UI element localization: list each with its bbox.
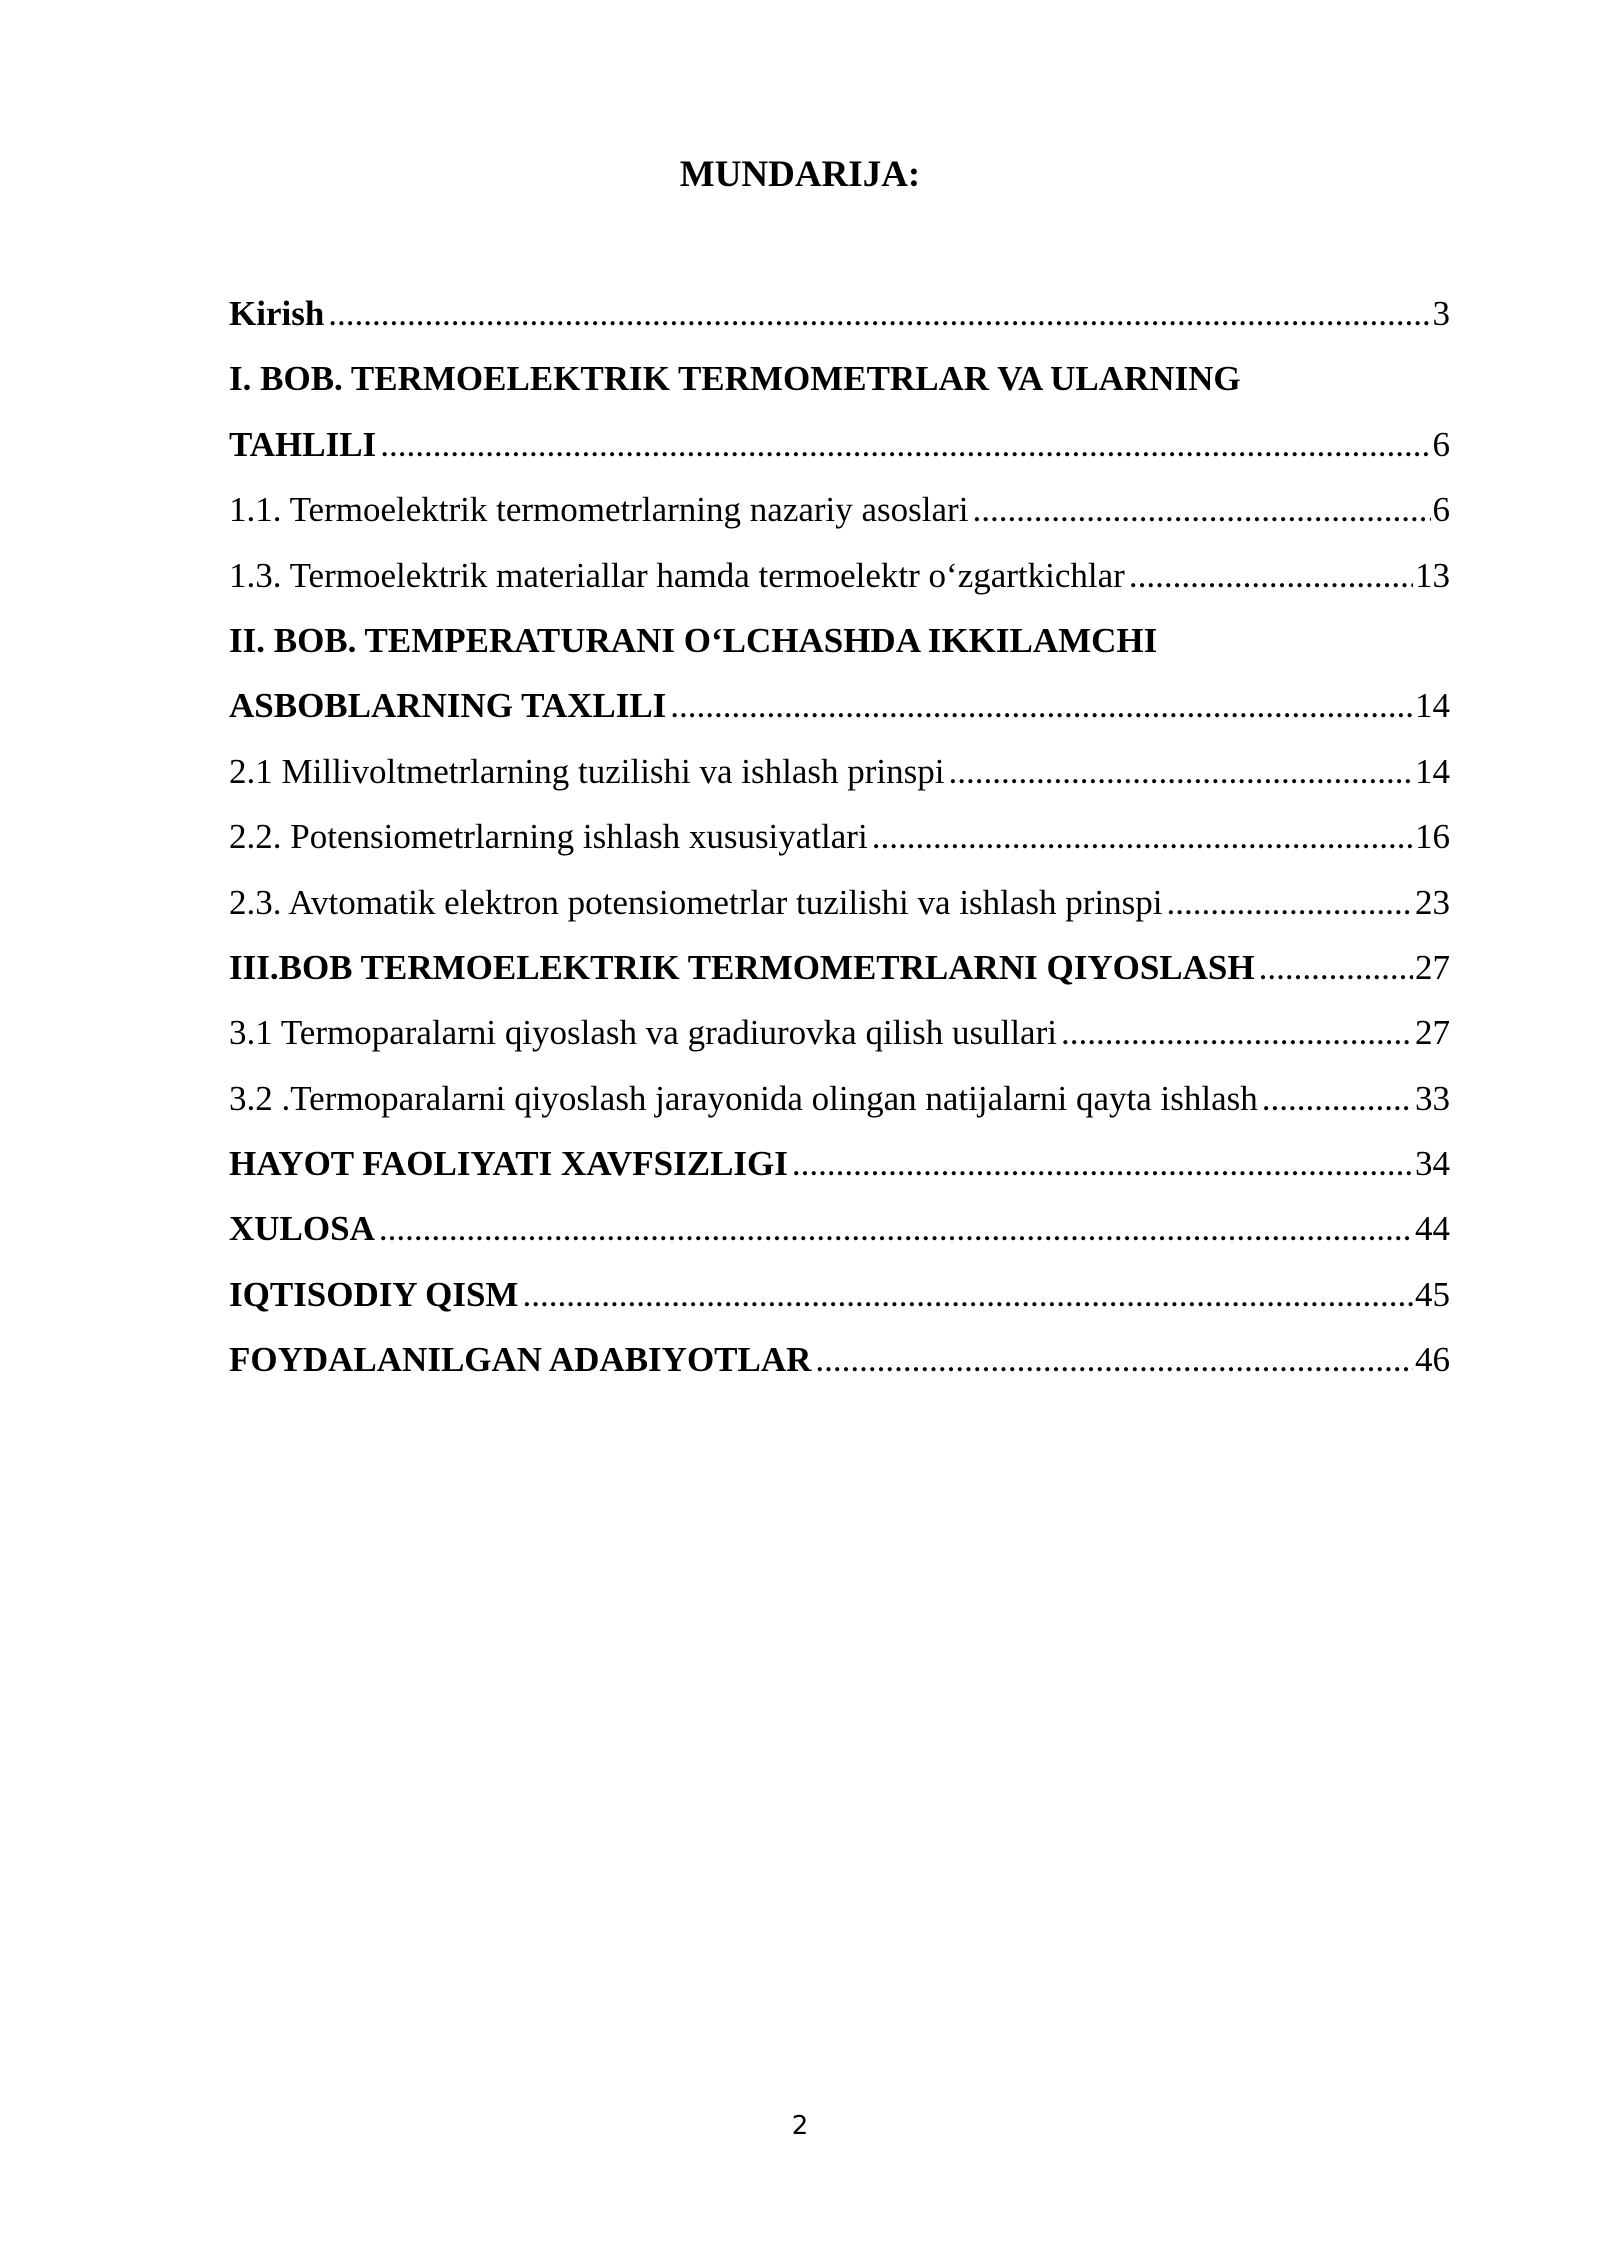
toc-entry-label: 2.3. Avtomatik elektron potensiometrlar tuzilishi va ishlash prinspi — [229, 882, 1163, 922]
toc-entry-page: 23 — [1415, 882, 1450, 922]
toc-entry[interactable] — [229, 1135, 1450, 1200]
page-title: MUNDARIJA: — [679, 154, 921, 195]
toc-entry-label: 1.3. Termoelektrik materiallar hamda termoelektr o‘zgartkichlar — [229, 555, 1125, 595]
toc-entry-label: Kirish — [229, 294, 325, 333]
toc-dot-leader — [328, 289, 1430, 339]
toc-entry-label: FOYDALANILGAN ADABIYOTLAR — [229, 1340, 812, 1380]
page-number: 2 — [791, 2111, 809, 2141]
toc-entry[interactable] — [229, 1200, 1450, 1265]
toc-dot-leader — [949, 747, 1413, 797]
toc-entry-label: 3.2 .Termoparalarni qiyoslash jarayonida olingan natijalarni qayta ishlash — [229, 1078, 1258, 1118]
toc-dot-leader — [379, 1204, 1413, 1254]
toc-entry[interactable] — [229, 1070, 1450, 1135]
toc-entry-label: 2.1 Millivoltmetrlarning tuzilishi va ishlash prinspi — [229, 751, 945, 791]
toc-entry-label: ASBOBLARNING TAXLILI — [229, 686, 667, 726]
toc-entry[interactable] — [229, 808, 1450, 873]
toc-entry-page: 27 — [1415, 947, 1450, 987]
toc-entry-page: 3 — [1432, 294, 1450, 333]
toc-entry-page: 14 — [1415, 751, 1450, 791]
toc-entry[interactable] — [229, 1266, 1450, 1331]
toc-dot-leader — [815, 1335, 1413, 1385]
toc-entry-label: 3.1 Termoparalarni qiyoslash va gradiurovka qilish usullari — [229, 1013, 1057, 1053]
toc-entry-label: TAHLILI — [229, 424, 377, 464]
toc-entry-label: IQTISODIY QISM — [229, 1274, 519, 1314]
toc-entry[interactable] — [229, 612, 1450, 677]
toc-entry[interactable] — [229, 1331, 1450, 1396]
toc-entry-label: III.BOB TERMOELEKTRIK TERMOMETRLARNI QIYOSLASH — [229, 947, 1255, 987]
toc-entry-page: 34 — [1415, 1144, 1450, 1184]
toc-entry-page: 13 — [1415, 555, 1450, 595]
toc-dot-leader — [872, 812, 1413, 862]
toc-entry-label: I. BOB. TERMOELEKTRIK TERMOMETRLAR VA ULARNING — [229, 359, 1241, 399]
toc-entry-label: HAYOT FAOLIYATI XAVFSIZLIGI — [229, 1144, 788, 1184]
toc-entry[interactable] — [229, 1004, 1450, 1069]
toc-entry[interactable] — [229, 677, 1450, 742]
toc-dot-leader — [792, 1139, 1413, 1189]
toc-entry-page: 14 — [1415, 686, 1450, 726]
table-of-contents — [229, 285, 1450, 1397]
toc-entry[interactable] — [229, 350, 1450, 415]
toc-dot-leader — [972, 485, 1430, 535]
toc-entry[interactable] — [229, 285, 1450, 350]
toc-dot-leader — [380, 420, 1430, 470]
toc-entry-label: XULOSA — [229, 1209, 375, 1249]
toc-dot-leader — [522, 1270, 1413, 1320]
toc-dot-leader — [670, 681, 1413, 731]
toc-entry[interactable] — [229, 416, 1450, 481]
toc-entry-page: 45 — [1415, 1274, 1450, 1314]
toc-dot-leader — [1129, 551, 1413, 601]
toc-entry[interactable] — [229, 874, 1450, 939]
toc-dot-leader — [1167, 878, 1413, 928]
toc-entry-label: 1.1. Termoelektrik termometrlarning nazariy asoslari — [229, 490, 969, 530]
toc-entry-page: 46 — [1415, 1340, 1450, 1380]
toc-dot-leader — [1259, 943, 1413, 993]
toc-entry-page: 6 — [1432, 490, 1450, 530]
toc-entry[interactable] — [229, 743, 1450, 808]
toc-entry[interactable] — [229, 939, 1450, 1004]
toc-entry-label: II. BOB. TEMPERATURANI O‘LCHASHDA IKKILAMCHI — [229, 620, 1158, 660]
toc-entry-label: 2.2. Potensiometrlarning ishlash xususiyatlari — [229, 817, 868, 857]
toc-entry-page: 6 — [1432, 424, 1450, 464]
toc-dot-leader — [1262, 1074, 1413, 1124]
toc-entry-page: 33 — [1415, 1078, 1450, 1118]
toc-entry[interactable] — [229, 481, 1450, 546]
toc-entry[interactable] — [229, 547, 1450, 612]
toc-entry-page: 44 — [1415, 1209, 1450, 1249]
toc-entry-page: 16 — [1415, 817, 1450, 857]
toc-dot-leader — [1061, 1008, 1413, 1058]
toc-entry-page: 27 — [1415, 1013, 1450, 1053]
